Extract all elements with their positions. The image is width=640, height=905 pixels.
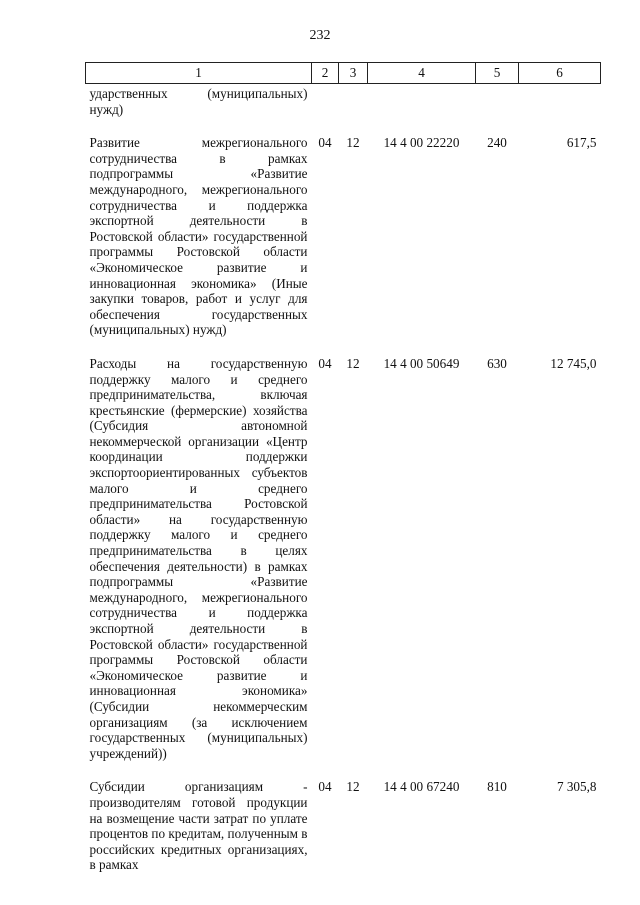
row-amount: 617,5	[566, 135, 597, 151]
header-row	[86, 63, 601, 84]
table-row	[86, 354, 601, 777]
header-col-1: 1	[86, 63, 312, 84]
row-description: Развитие межрегионального сотрудничества в рамках подпрограммы «Развитие международного, межрегионального сотрудничества и поддержка экспортной деятельности в Ростовской области» государственной программы Ростовской области «Экономическое развитие и инновационная экономика» (Иные закупки товаров, работ и услуг для обеспечения государственных (муниципальных) нужд)	[89, 135, 308, 338]
row-csr: 14 4 00 50649	[383, 355, 460, 371]
row-amount: 12 745,0	[550, 355, 597, 371]
row-csr: 14 4 00 67240	[383, 779, 460, 795]
row-rz: 04	[318, 779, 332, 795]
page-number: 232	[309, 28, 331, 43]
row-pr: 12	[346, 779, 360, 795]
row-vr: 630	[487, 355, 507, 371]
continuation-row	[86, 84, 601, 134]
row-vr: 810	[487, 779, 507, 795]
row-vr: 240	[487, 135, 507, 151]
row-pr: 12	[346, 135, 360, 151]
continuation-text: ударственных (муниципальных) нужд)	[89, 86, 308, 117]
row-rz: 04	[318, 135, 332, 151]
row-description: Субсидии организациям - производителям готовой продукции на возмещение части затрат по уплате процентов по кредитам, полученным в российских кредитных организациях, в рамках	[89, 779, 308, 873]
header-col-5: 5	[476, 63, 519, 84]
table-row	[86, 777, 601, 889]
header-col-6: 6	[519, 63, 601, 84]
budget-table	[85, 62, 601, 889]
table-row	[86, 133, 601, 354]
row-description: Расходы на государственную поддержку малого и среднего предпринимательства, включая крестьянские (фермерские) хозяйства (Субсидия автономной некоммерческой организации «Центр координации поддержки экспортоориентированных субъектов малого и среднего предпринимательства Ростовской области» на государственную поддержку малого и среднего предпринимательства в целях обеспечения деятельности) в рамках подпрограммы «Развитие международного, межрегионального сотрудничества и поддержка экспортной деятельности в Ростовской области» государственной программы Ростовской области «Экономическое развитие и инновационная экономика» (Субсидии некоммерческим организациям (за исключением государственных (муниципальных) учреждений))	[89, 355, 308, 761]
header-col-4: 4	[368, 63, 476, 84]
header-col-3: 3	[339, 63, 368, 84]
row-amount: 7 305,8	[556, 779, 597, 795]
row-csr: 14 4 00 22220	[383, 135, 460, 151]
header-col-2: 2	[312, 63, 339, 84]
row-rz: 04	[318, 355, 332, 371]
row-pr: 12	[346, 355, 360, 371]
